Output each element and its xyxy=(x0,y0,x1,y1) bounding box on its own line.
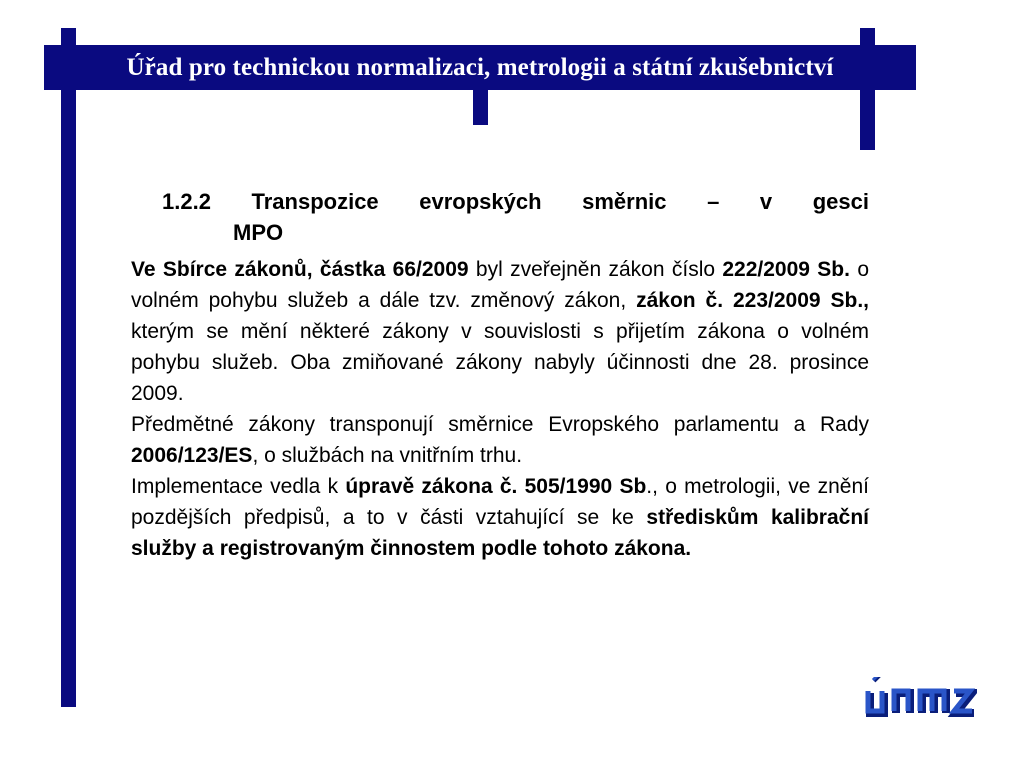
text: kterým se mění některé zákony v souvislosti s přijetím zákona o volném pohybu služeb. Oba zmiňované zákony nabyly účinnosti dne 28. prosince 2009. xyxy=(131,320,869,405)
bold-text: střediskům kalibrační služby a registrovaným činnostem podle tohoto zákona. xyxy=(131,506,870,560)
section-heading-continued: MPO xyxy=(233,220,284,245)
text: , o službách na vnitřním trhu. xyxy=(252,444,523,467)
paragraph-2 xyxy=(131,409,869,471)
text: Předmětné zákony transponují směrnice Evropského parlamentu a Rady xyxy=(131,413,869,436)
bold-text: úpravě zákona č. 505/1990 Sb xyxy=(345,475,647,498)
bold-text: 2006/123/ES xyxy=(131,444,253,467)
header-drop-bar xyxy=(473,90,488,125)
text: byl zveřejněn zákon číslo xyxy=(468,258,723,281)
page-title: Úřad pro technickou normalizaci, metrologii a státní zkušebnictví xyxy=(126,53,834,81)
bold-text: Ve Sbírce zákonů, částka 66/2009 xyxy=(131,258,469,281)
text: ., o metrologii, ve znění pozdějších předpisů, a to v části vztahující se ke xyxy=(131,475,870,529)
unmz-logo xyxy=(862,677,977,721)
section-heading: 1.2.2 Transpozice evropských směrnic – v gesci xyxy=(162,189,869,214)
paragraph-1 xyxy=(131,254,869,409)
bold-text: zákon č. 223/2009 Sb., xyxy=(636,289,870,312)
text: Implementace vedla k xyxy=(131,475,346,498)
left-vertical-bar xyxy=(61,28,76,707)
header-band xyxy=(44,45,916,90)
main-content xyxy=(131,186,869,564)
text: o volném pohybu služeb a dále tzv. změnový zákon, xyxy=(131,258,870,312)
paragraph-3 xyxy=(131,471,869,564)
bold-text: 222/2009 Sb. xyxy=(722,258,850,281)
